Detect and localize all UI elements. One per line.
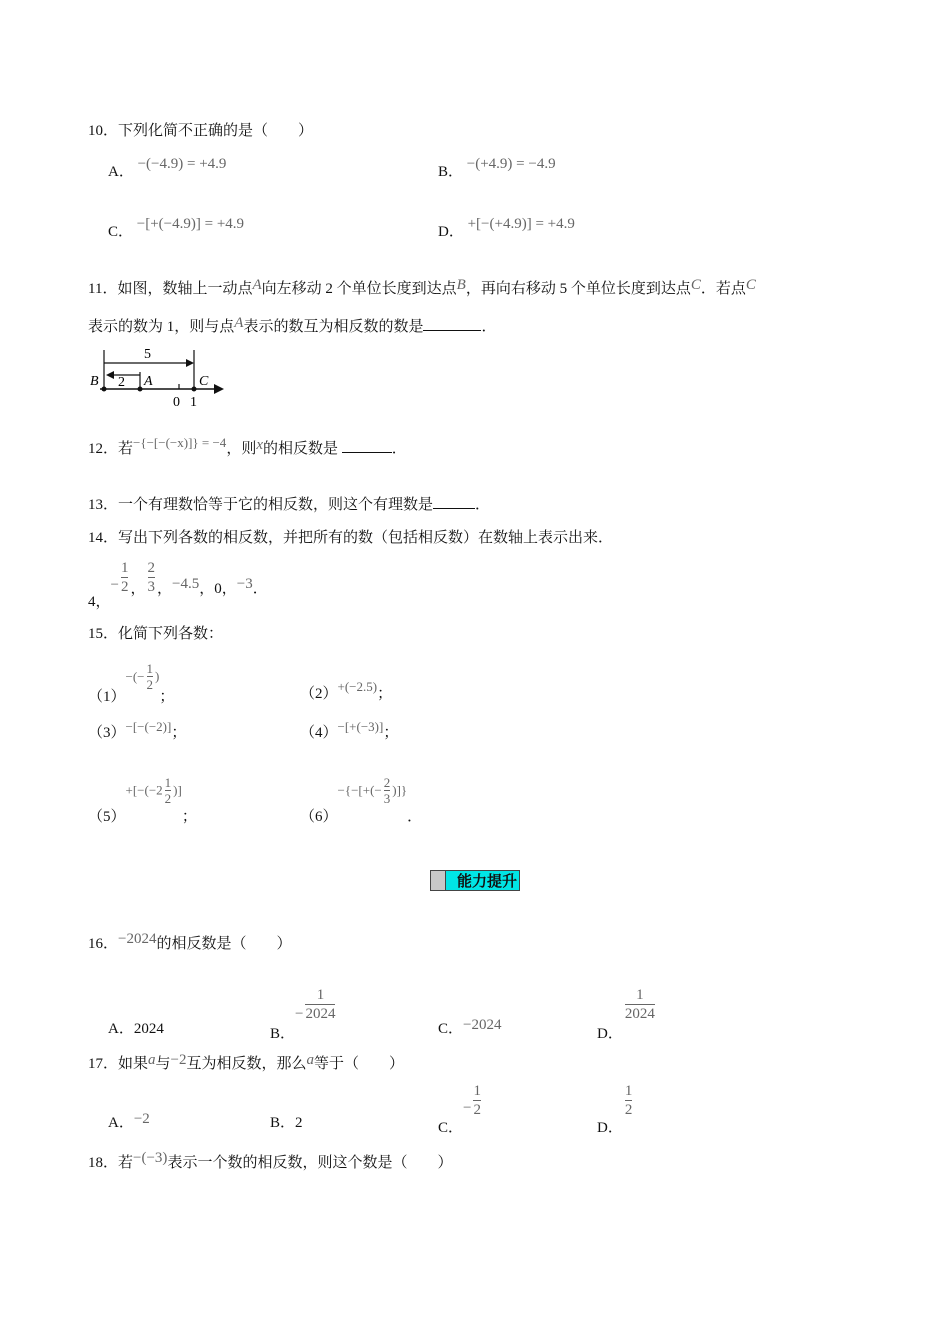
q11-end: ． <box>481 319 497 335</box>
q11-number-line-figure <box>86 342 228 408</box>
figure-label-2: 2 <box>118 375 125 390</box>
q17-a-value: −2 <box>133 1111 150 1127</box>
q14-value-neg3: −3 <box>236 575 253 592</box>
q11-var-b: B <box>456 277 466 293</box>
q11-text: ．若点 <box>700 281 746 297</box>
q14-numbers <box>88 560 268 610</box>
q15-p4-label: （4） <box>300 725 338 741</box>
q15-part-1 <box>88 661 175 705</box>
q15-p3-expr: −[−(−2)] <box>125 719 172 734</box>
q11-text: 表示的数为 1，则与点 <box>88 319 235 335</box>
q12-answer-blank[interactable] <box>342 452 392 453</box>
q15-p6-fraction: $\frac{2}{3}$ <box>383 775 391 807</box>
section-title-text: 能力提升 <box>456 873 517 890</box>
q16-expr: −2024 <box>118 931 157 947</box>
q15-p5-post: )] <box>173 782 182 798</box>
q14-sep: ，0， <box>199 580 237 597</box>
q14-value-neg4-5: −4.5 <box>172 575 200 592</box>
q15-p5-label: （5） <box>88 808 126 825</box>
q10-option-c <box>108 216 245 241</box>
q10-option-d <box>438 216 575 241</box>
q14-four: 4， <box>88 593 111 610</box>
q15-p4-end: ； <box>383 725 399 741</box>
q17-option-c <box>438 1083 483 1136</box>
q15-p1-pre: −(− <box>125 668 145 684</box>
q12-text: ，则 <box>226 441 257 457</box>
section-title-marker <box>431 871 446 890</box>
q17-c-sign: − <box>463 1099 472 1116</box>
q15-part-5 <box>88 775 197 825</box>
q14-sep: ， <box>157 580 173 597</box>
q16-d-fraction: $\frac{1}{2024}$ <box>624 987 655 1022</box>
q11-var-a: A <box>234 315 244 331</box>
figure-label-b: B <box>90 374 99 389</box>
q17-c-fraction: $\frac{1}{2}$ <box>473 1083 481 1118</box>
q14-neg-sign: − <box>110 576 119 593</box>
q11-var-c: C <box>745 277 756 293</box>
q15-p5-end: ； <box>181 808 197 825</box>
q15-p5-fraction: $\frac{1}{2}$ <box>164 775 172 807</box>
q16-a-value: 2024 <box>133 1021 164 1037</box>
q17-d-label: D． <box>597 1119 623 1136</box>
q12-line <box>88 437 407 458</box>
q18-stem <box>88 1151 452 1172</box>
figure-label-1: 1 <box>190 395 197 408</box>
q18-text: 表示一个数的相反数，则这个数是（ ） <box>167 1155 453 1171</box>
q16-c-label: C． <box>438 1021 464 1037</box>
q14-fraction-1-2: $\frac{1}{2}$ <box>120 560 129 595</box>
q16-option-b <box>270 987 337 1042</box>
section-title-ability <box>430 870 520 891</box>
q11-text: 向左移动 2 个单位长度到达点 <box>261 281 457 297</box>
q11-text: 11．如图，数轴上一动点 <box>88 281 253 297</box>
q12-end: ． <box>391 441 407 457</box>
q12-var-x: x <box>256 437 263 453</box>
q13-end: ． <box>475 497 491 513</box>
q17-text: 与 <box>155 1056 171 1072</box>
q17-option-d <box>597 1083 634 1136</box>
q15-p1-end: ； <box>159 688 175 705</box>
q13-answer-blank[interactable] <box>433 508 475 509</box>
q16-num: 16． <box>88 936 119 952</box>
q11-line2 <box>88 315 496 336</box>
q15-part-6 <box>300 775 423 825</box>
q11-line1 <box>88 277 756 298</box>
q18-text: 18．若 <box>88 1155 134 1171</box>
q15-p1-fraction: $\frac{1}{2}$ <box>146 661 154 693</box>
q15-part-4 <box>300 715 399 741</box>
q15-p3-label: （3） <box>88 725 126 741</box>
q14-sep: ， <box>130 580 146 597</box>
q17-neg2: −2 <box>170 1052 187 1068</box>
q10-b-label: B． <box>438 164 464 180</box>
q13-line <box>88 493 490 514</box>
q15-p5-pre: +[−(−2 <box>125 782 163 798</box>
q12-text: 12．若 <box>88 441 134 457</box>
q16-d-label: D． <box>597 1025 623 1042</box>
figure-label-c: C <box>199 374 209 389</box>
q15-p6-end: ． <box>407 808 423 825</box>
q18-expr: −(−3) <box>133 1150 168 1166</box>
q16-tail: 的相反数是（ ） <box>156 936 292 952</box>
q12-text: 的相反数是 <box>263 441 339 457</box>
q17-c-label: C． <box>438 1119 464 1136</box>
q15-p3-end: ； <box>171 725 187 741</box>
q11-var-a: A <box>252 277 262 293</box>
q10-option-a <box>108 156 227 181</box>
q14-end: ． <box>252 580 268 597</box>
q16-c-value: −2024 <box>463 1017 502 1033</box>
q17-stem <box>88 1052 404 1073</box>
q13-text: 13．一个有理数恰等于它的相反数，则这个有理数是 <box>88 497 434 513</box>
q10-c-expr: −[+(−4.9)] = +4.9 <box>136 216 245 232</box>
q16-option-a <box>108 1017 164 1038</box>
q15-stem: 15．化简下列各数： <box>88 626 224 642</box>
q10-a-label: A． <box>108 164 134 180</box>
q17-text: 等于（ ） <box>314 1056 405 1072</box>
q17-d-fraction: $\frac{1}{2}$ <box>624 1083 633 1118</box>
q10-a-expr: −(−4.9) = +4.9 <box>137 156 227 172</box>
q15-p4-expr: −[+(−3)] <box>337 719 384 734</box>
q16-b-sign: − <box>295 1005 304 1022</box>
q12-expr: −{−[−(−x)]} = −4 <box>133 435 227 450</box>
figure-label-a: A <box>144 374 153 389</box>
q15-p6-pre: −{−[+(− <box>337 782 382 798</box>
q16-option-d <box>597 987 657 1042</box>
q15-p6-post: )]} <box>392 782 408 798</box>
q11-answer-blank[interactable] <box>423 330 481 331</box>
q16-b-fraction: $\frac{1}{2024}$ <box>305 987 336 1022</box>
q11-text: 表示的数互为相反数的数是 <box>243 319 424 335</box>
q17-a-label: A． <box>108 1115 134 1131</box>
q10-stem: 10．下列化简不正确的是（ ） <box>88 123 314 139</box>
q17-option-a <box>108 1111 150 1132</box>
q10-d-expr: +[−(+4.9)] = +4.9 <box>467 216 575 232</box>
q15-p2-end: ； <box>377 686 393 702</box>
q15-p1-label: （1） <box>88 688 126 705</box>
q17-text: 17．如果 <box>88 1056 149 1072</box>
q16-b-label: B． <box>270 1025 296 1042</box>
q17-text: 互为相反数，那么 <box>186 1056 307 1072</box>
figure-label-5: 5 <box>144 347 151 362</box>
q17-var-a: a <box>306 1052 315 1068</box>
q16-stem <box>88 932 292 953</box>
q15-p6-label: （6） <box>300 808 338 825</box>
q15-p2-expr: +(−2.5) <box>337 679 378 694</box>
q10-d-label: D． <box>438 224 464 240</box>
q15-p2-label: （2） <box>300 686 338 702</box>
q15-part-2 <box>300 678 393 702</box>
q14-stem: 14．写出下列各数的相反数，并把所有的数（包括相反数）在数轴上表示出来． <box>88 530 614 546</box>
q11-var-c: C <box>690 277 701 293</box>
q16-a-label: A． <box>108 1021 134 1037</box>
q17-var-a: a <box>148 1052 156 1068</box>
q15-p1-post: ) <box>155 668 160 684</box>
q10-c-label: C． <box>108 224 134 240</box>
q14-fraction-2-3: $\frac{2}{3}$ <box>147 560 155 595</box>
q10-b-expr: −(+4.9) = −4.9 <box>466 156 556 172</box>
figure-label-0: 0 <box>173 395 180 408</box>
q17-b-label: B． <box>270 1115 296 1131</box>
q17-option-b <box>270 1111 303 1132</box>
q15-part-3 <box>88 715 187 741</box>
q10-option-b <box>438 156 556 181</box>
q17-b-value: 2 <box>295 1115 303 1131</box>
q11-text: ，再向右移动 5 个单位长度到达点 <box>465 281 691 297</box>
q16-option-c <box>438 1017 501 1038</box>
